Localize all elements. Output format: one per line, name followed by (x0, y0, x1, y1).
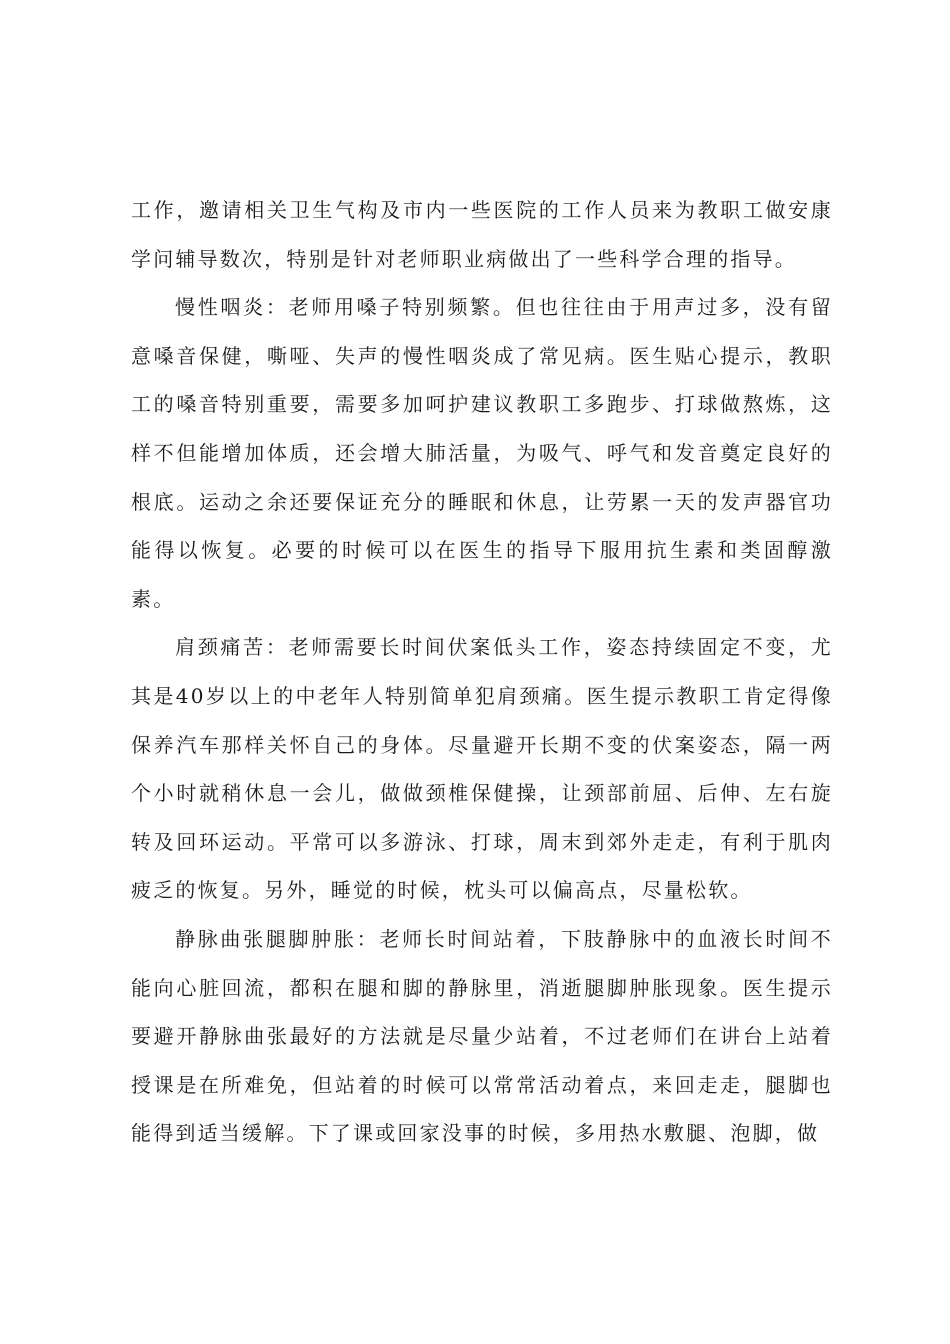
paragraph-shoulder-neck-pain: 肩颈痛苦：老师需要长时间伏案低头工作，姿态持续固定不变，尤其是40岁以上的中老年人特别简单犯肩颈痛。医生提示教职工肯定得像保养汽车那样关怀自己的身体。尽量避开长期不变的伏案姿态，隔一两个小时就稍休息一会儿，做做颈椎保健操，让颈部前屈、后伸、左右旋转及回环运动。平常可以多游泳、打球，周末到郊外走走，有利于肌肉疲乏的恢复。另外，睡觉的时候，枕头可以偏高点，尽量松软。 (131, 635, 833, 903)
paragraph-chronic-pharyngitis: 慢性咽炎：老师用嗓子特别频繁。但也往往由于用声过多，没有留意嗓音保健，嘶哑、失声的慢性咽炎成了常见病。医生贴心提示，教职工的嗓音特别重要，需要多加呵护建议教职工多跑步、打球做熬炼，这样不但能增加体质，还会增大肺活量，为吸气、呼气和发音奠定良好的根底。运动之余还要保证充分的睡眠和休息，让劳累一天的发声器官功能得以恢复。必要的时候可以在医生的指导下服用抗生素和类固醇激素。 (131, 295, 833, 611)
paragraph-varicose-veins: 静脉曲张腿脚肿胀：老师长时间站着，下肢静脉中的血液长时间不能向心脏回流，都积在腿和脚的静脉里，消逝腿脚肿胀现象。医生提示要避开静脉曲张最好的方法就是尽量少站着，不过老师们在讲台上站着授课是在所难免，但站着的时候可以常常活动着点，来回走走，腿脚也能得到适当缓解。下了课或回家没事的时候，多用热水敷腿、泡脚，做 (131, 926, 833, 1146)
paragraph-intro-continuation: 工作，邀请相关卫生气构及市内一些医院的工作人员来为教职工做安康学问辅导数次，特别是针对老师职业病做出了一些科学合理的指导。 (131, 198, 833, 271)
document-body (131, 186, 833, 1158)
